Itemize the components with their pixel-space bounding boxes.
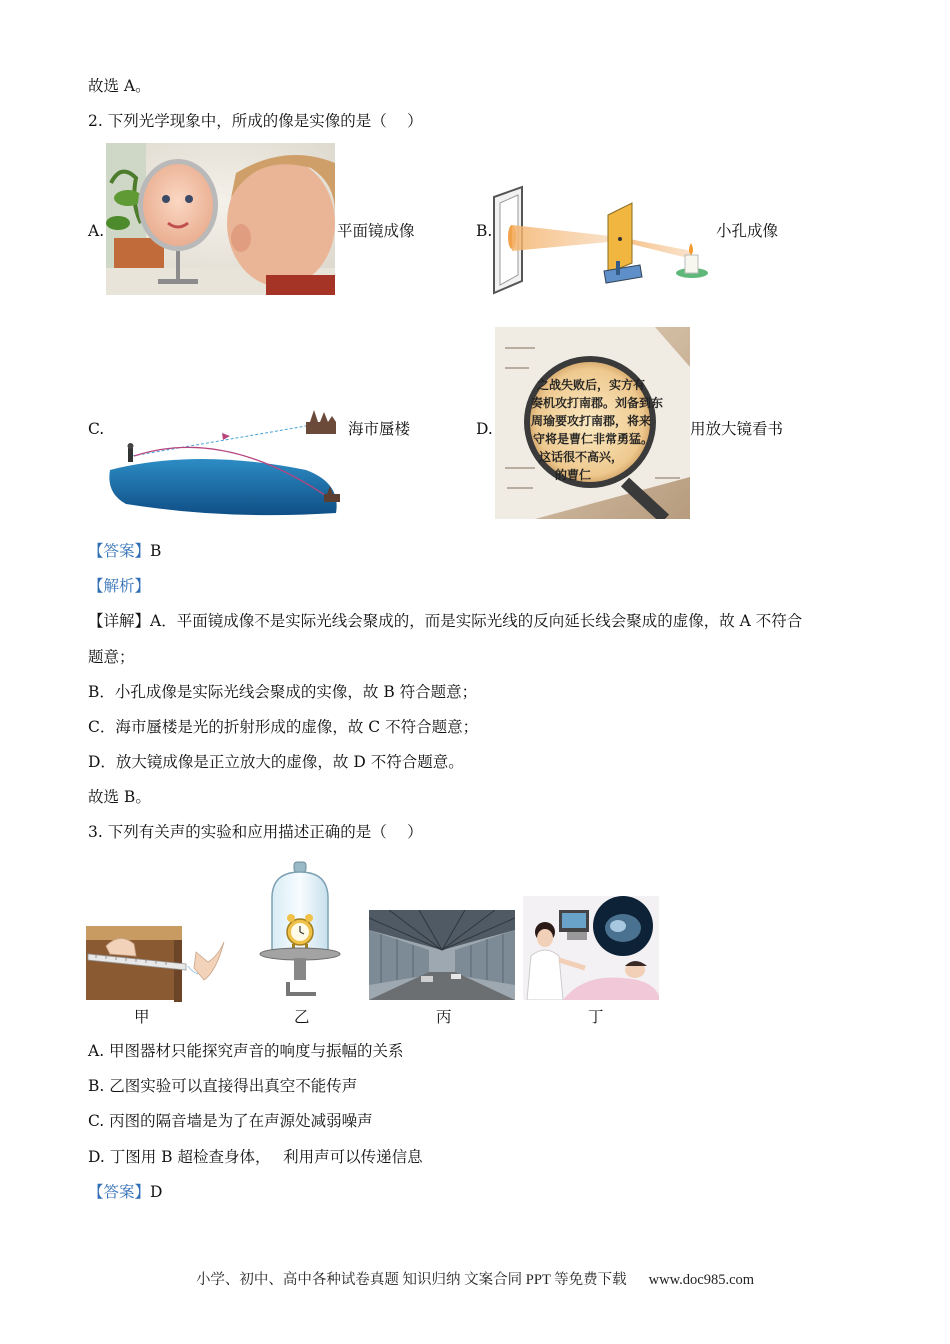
q2-conclusion: 故选 B。: [88, 788, 151, 806]
q3-option-d: D. 丁图用 B 超检查身体， 利用声可以传递信息: [88, 1148, 423, 1166]
option-a-letter: A.: [88, 222, 105, 240]
detail-line: [88, 610, 802, 632]
detail-line: 题意；: [88, 648, 135, 666]
q3-option-a: A. 甲图器材只能探究声音的响度与振幅的关系: [88, 1042, 404, 1060]
magnifier-text-line: 周瑜要攻打南郡，将来: [531, 414, 652, 428]
detail-line: D．放大镜成像是正立放大的虚像，故 D 不符合题意。: [88, 753, 464, 771]
detail-text: A．平面镜成像不是实际光线会聚成的，而是实际光线的反向延长线会聚成的虚像，故 A 不符合: [150, 612, 803, 630]
q3-option-c: C. 丙图的隔音墙是为了在声源处减弱噪声: [88, 1112, 373, 1130]
magnifier-text-line: 的曹仁: [555, 468, 592, 482]
mirror-baby-photo: [106, 143, 335, 295]
question-3-stem: 3. 下列有关声的实验和应用描述正确的是（ ）: [88, 823, 423, 841]
option-a-caption: 平面镜成像: [337, 222, 415, 240]
option-b-caption: 小孔成像: [716, 222, 779, 240]
page-footer: [0, 1268, 950, 1289]
ruler-table-figure: [86, 922, 226, 1002]
figure-label-bing: 丙: [436, 1008, 452, 1026]
detail-line: B．小孔成像是实际光线会聚成的实像，故 B 符合题意；: [88, 683, 478, 701]
analysis-tag: 【解析】: [88, 577, 151, 595]
figure-label-jia: 甲: [134, 1008, 150, 1026]
answer-value: B: [150, 542, 162, 560]
magnifier-book-photo: [495, 327, 690, 519]
option-d-letter: D.: [476, 420, 493, 438]
detail-line: C．海市蜃楼是光的折射形成的虚像，故 C 不符合题意；: [88, 718, 479, 736]
ultrasound-photo: [523, 896, 659, 1000]
magnifier-text-line: 之战失败后，实方有: [537, 378, 646, 392]
sound-barrier-photo: [369, 910, 515, 1000]
option-c-caption: 海市蜃楼: [348, 420, 411, 438]
magnifier-text-line: 守将是曹仁非常勇猛。: [533, 432, 654, 446]
footer-text: 小学、初中、高中各种试卷真题 知识归纳 文案合同 PPT 等免费下载: [195, 1272, 627, 1288]
previous-conclusion: 故选 A。: [88, 77, 151, 95]
magnifier-text-line: 这话很不高兴，: [539, 450, 624, 464]
option-c-letter: C.: [88, 420, 105, 438]
detail-tag: 【详解】: [88, 612, 151, 630]
footer-site-link[interactable]: www.doc985.com: [648, 1272, 755, 1288]
magnifier-text-line: 奏机攻打南郡。刘备到东: [531, 396, 664, 410]
figure-label-ding: 丁: [588, 1008, 604, 1026]
mirage-diagram: [106, 408, 342, 518]
answer-tag: 【答案】: [88, 1183, 151, 1201]
q2-answer: [88, 540, 161, 562]
bell-jar-figure: [258, 858, 342, 998]
question-2-stem: 2. 下列光学现象中，所成的像是实像的是（ ）: [88, 112, 423, 130]
answer-value: D: [150, 1183, 163, 1201]
q3-option-b: B. 乙图实验可以直接得出真空不能传声: [88, 1077, 358, 1095]
answer-tag: 【答案】: [88, 542, 151, 560]
option-d-caption: 用放大镜看书: [690, 420, 784, 438]
pinhole-camera-diagram: [492, 185, 717, 297]
q3-answer: [88, 1181, 162, 1203]
figure-label-yi: 乙: [294, 1008, 310, 1026]
option-b-letter: B.: [476, 222, 493, 240]
